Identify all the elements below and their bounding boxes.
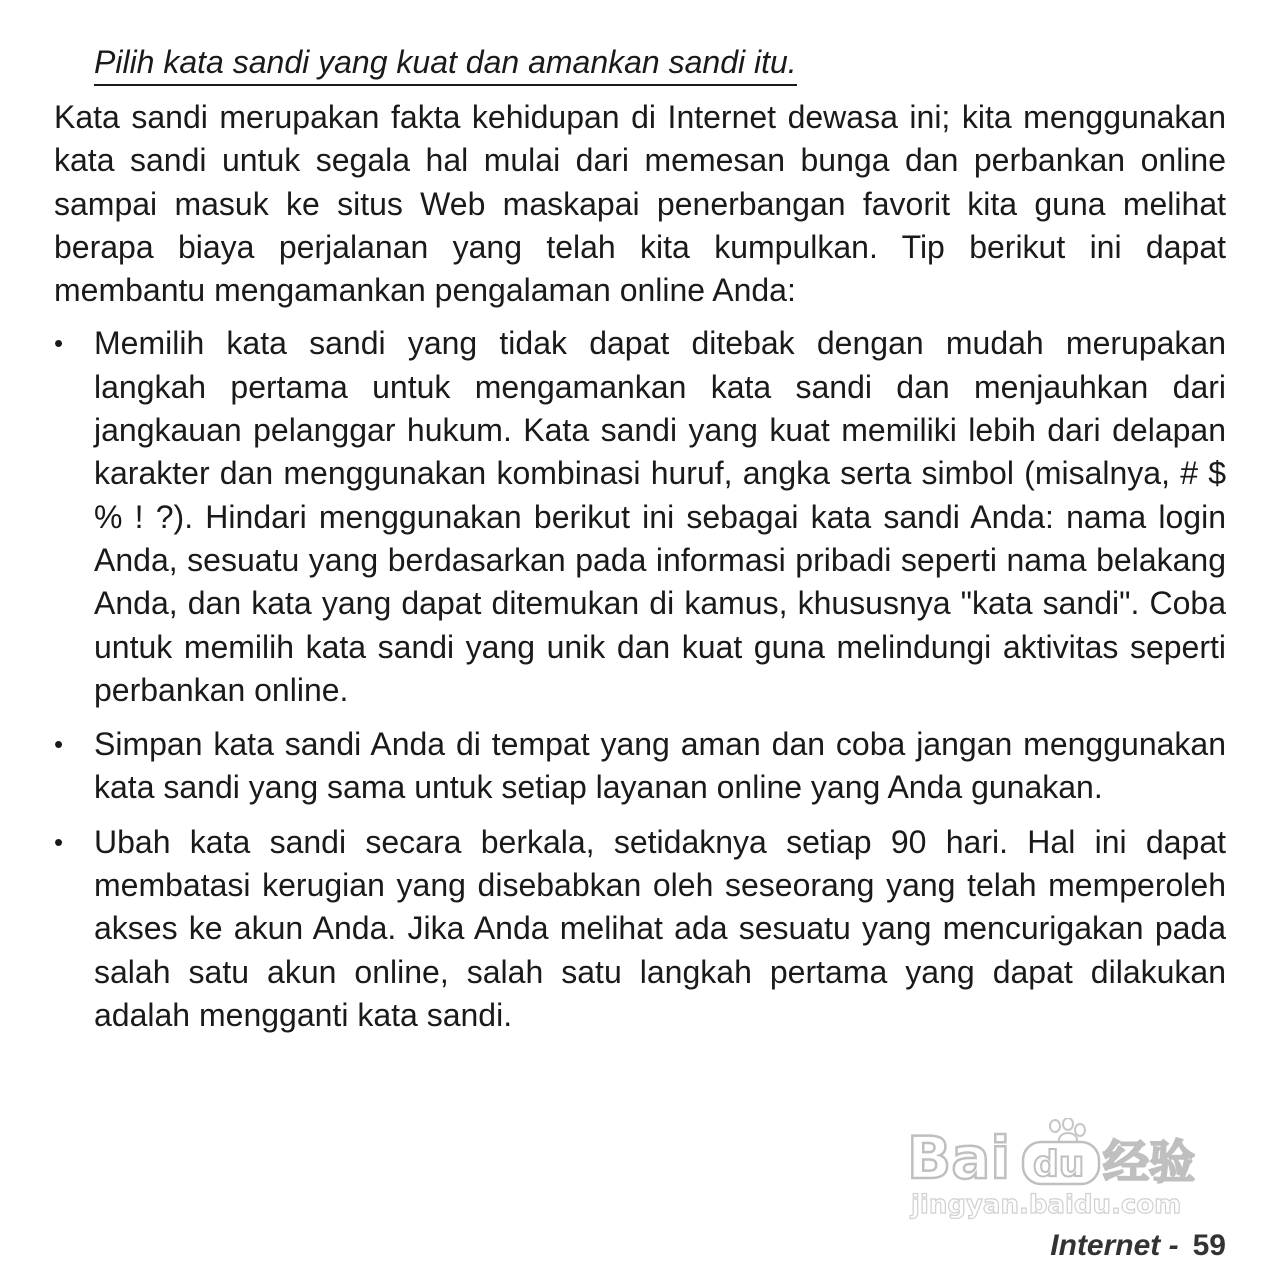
list-item-text: Simpan kata sandi Anda di tempat yang aman dan coba jangan menggunakan kata sandi yang sama untuk setiap layanan online yang Anda gunakan. <box>94 726 1226 806</box>
svg-text:du: du <box>1033 1144 1085 1185</box>
bullet-icon: • <box>54 826 64 857</box>
list-item <box>54 821 1226 1037</box>
list-item-text: Memilih kata sandi yang tidak dapat ditebak dengan mudah merupakan langkah pertama untuk mengamankan kata sandi dan menjauhkan dari jangkauan pelanggar hukum. Kata sandi yang kuat memiliki lebih dari delapan karakter dan menggunakan kombinasi huruf, angka serta simbol (misalnya, # $ % ! ?). Hindari menggunakan berikut ini sebagai kata sandi Anda: nama login Anda, sesuatu yang berdasarkan pada informasi pribadi seperti nama belakang Anda, dan kata yang dapat ditemukan di kamus, khususnya "kata sandi". Coba untuk memilih kata sandi yang unik dan kuat guna melindungi aktivitas seperti perbankan online. <box>94 325 1226 708</box>
watermark-url: jingyan.baidu.com <box>911 1190 1182 1220</box>
list-item-text: Ubah kata sandi secara berkala, setidaknya setiap 90 hari. Hal ini dapat membatasi kerugian yang disebabkan oleh seseorang yang telah memperoleh akses ke akun Anda. Jika Anda melihat ada sesuatu yang mencurigakan pada salah satu akun online, salah satu langkah pertama yang dapat dilakukan adalah mengganti kata sandi. <box>94 823 1226 1033</box>
intro-paragraph: Kata sandi merupakan fakta kehidupan di Internet dewasa ini; kita menggunakan kata sandi untuk segala hal mulai dari memesan bunga dan perbankan online sampai masuk ke situs Web maskapai penerbangan favorit kita guna melihat berapa biaya perjalanan yang telah kita kumpulkan. Tip berikut ini dapat membantu mengamankan pengalaman online Anda: <box>54 99 1226 309</box>
footer-section-title: Internet - <box>1050 1229 1179 1262</box>
list-item <box>54 723 1226 810</box>
document-page <box>54 40 1226 1048</box>
baidu-logo-icon <box>905 1118 1205 1188</box>
section-heading: Pilih kata sandi yang kuat dan amankan sandi itu. <box>94 40 797 86</box>
svg-text:经验: 经验 <box>1103 1135 1195 1188</box>
page-footer <box>1050 1226 1226 1266</box>
page-number: 59 <box>1192 1229 1226 1262</box>
tips-list <box>54 322 1226 1037</box>
list-item <box>54 322 1226 712</box>
bullet-icon: • <box>54 729 64 760</box>
svg-text:Bai: Bai <box>907 1124 1011 1188</box>
baidu-watermark <box>905 1118 1205 1233</box>
bullet-icon: • <box>54 328 64 359</box>
